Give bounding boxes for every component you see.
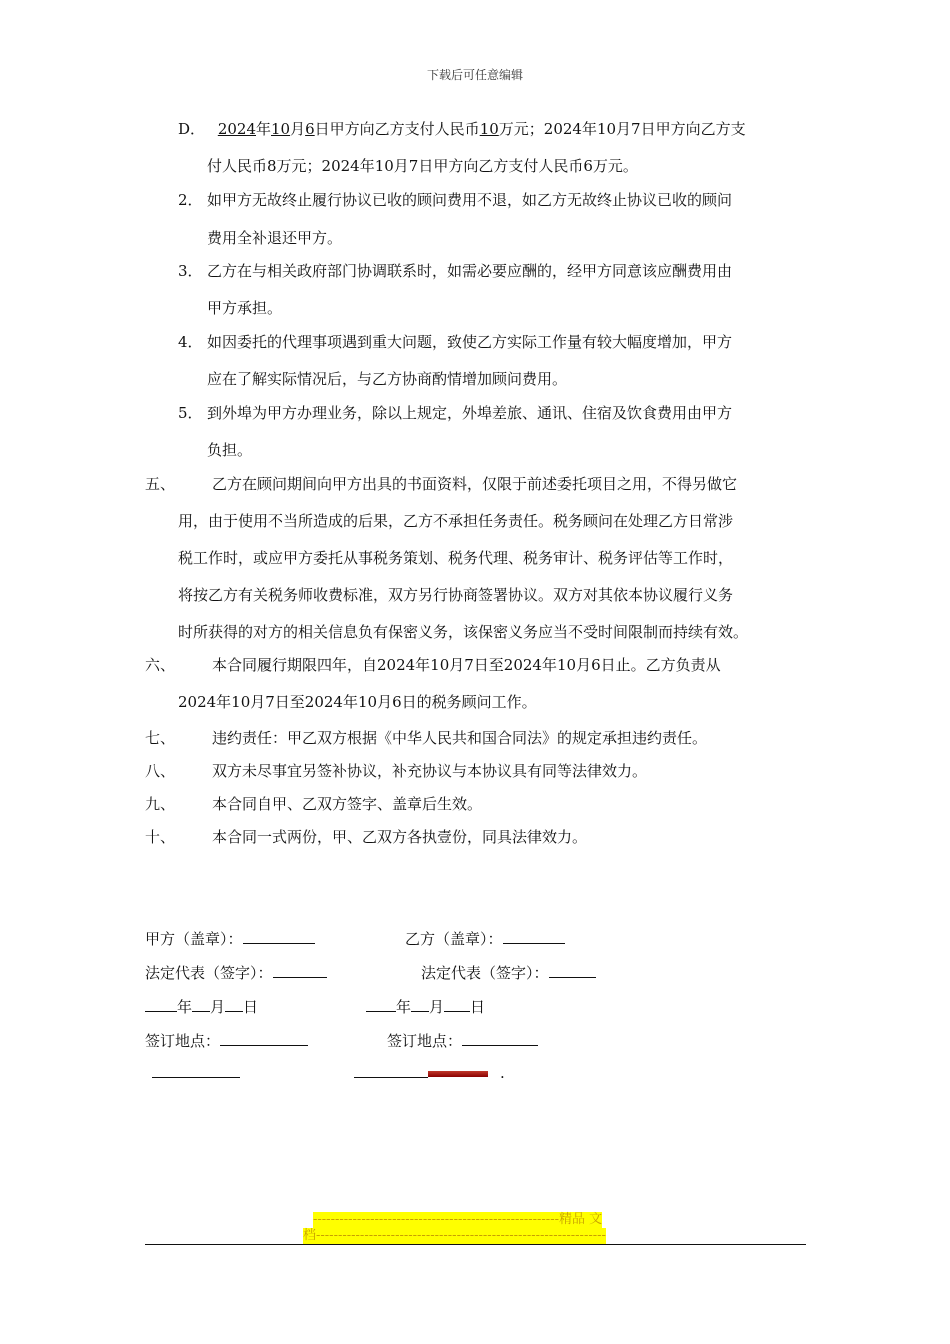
red-stamp-mark: [428, 1071, 488, 1077]
year-label: 年: [177, 998, 193, 1016]
party-b-rep: [421, 963, 596, 983]
trailing-dot: .: [500, 1064, 505, 1082]
sec7-num: 七、: [145, 729, 176, 747]
sec10-num: 十、: [145, 828, 176, 846]
item-2-line1: 如甲方无故终止履行协议已收的顾问费用不退，如乙方无故终止协议已收的顾问: [207, 191, 733, 209]
month-blank[interactable]: [411, 997, 429, 1012]
party-b-place: [387, 1031, 538, 1051]
party-a-rep-label: 法定代表（签字）：: [145, 964, 273, 982]
date-month: 10: [271, 120, 291, 138]
party-b-rep-blank[interactable]: [549, 963, 596, 978]
party-b-place-blank[interactable]: [462, 1031, 538, 1046]
sec5-num: 五、: [145, 475, 176, 493]
sec5-line2: 用，由于使用不当所造成的后果，乙方不承担任务责任。税务顾问在处理乙方日常涉: [178, 512, 734, 530]
year-blank[interactable]: [366, 997, 396, 1012]
item-5-num: 5．: [178, 404, 203, 422]
party-a-place: [145, 1031, 308, 1051]
text: 日甲方向乙方支付人民币: [314, 120, 480, 138]
sec8-text: 双方未尽事宜另签补协议，补充协议与本协议具有同等法律效力。: [212, 762, 648, 780]
month-blank[interactable]: [192, 997, 210, 1012]
date-year: 2024: [217, 120, 256, 138]
item-d-line2: 付人民币8万元；2024年10月7日甲方向乙方支付人民币6万元。: [207, 157, 638, 175]
footer-divider: [145, 1244, 806, 1245]
footer-line1: --------------------------------------------------------精品 文: [313, 1212, 603, 1227]
sec6-num: 六、: [145, 656, 176, 674]
text: 年: [256, 120, 272, 138]
party-b-rep-label: 法定代表（签字）：: [421, 964, 549, 982]
page-header: 下载后可任意编辑: [426, 68, 523, 82]
sec9-text: 本合同自甲、乙双方签字、盖章后生效。: [212, 795, 483, 813]
sec9-num: 九、: [145, 795, 176, 813]
party-b-date: [366, 997, 485, 1017]
party-a-seal-blank[interactable]: [243, 929, 315, 944]
sec5-line3: 税工作时，或应甲方委托从事税务策划、税务代理、税务审计、税务评估等工作时，: [178, 549, 734, 567]
party-b-place-label: 签订地点：: [387, 1032, 463, 1050]
text: 月: [290, 120, 306, 138]
sec8-num: 八、: [145, 762, 176, 780]
party-a-seal: [145, 929, 315, 949]
item-5-line2: 负担。: [207, 441, 253, 459]
party-a-rep-blank[interactable]: [273, 963, 327, 978]
sec5-line5: 时所获得的对方的相关信息负有保密义务，该保密义务应当不受时间限制而持续有效。: [178, 623, 749, 641]
party-a-place-label: 签订地点：: [145, 1032, 221, 1050]
day-blank[interactable]: [225, 997, 243, 1012]
day-blank[interactable]: [444, 997, 470, 1012]
month-label: 月: [210, 998, 226, 1016]
month-label: 月: [429, 998, 445, 1016]
day-label: 日: [243, 998, 259, 1016]
item-3-num: 3．: [178, 262, 203, 280]
item-5-line1: 到外埠为甲方办理业务，除以上规定，外埠差旅、通讯、住宿及饮食费用由甲方: [207, 404, 733, 422]
item-2-num: 2．: [178, 191, 203, 209]
item-4-num: 4．: [178, 333, 203, 351]
year-blank[interactable]: [145, 997, 177, 1012]
sec10-text: 本合同一式两份，甲、乙双方各执壹份，同具法律效力。: [212, 828, 588, 846]
party-a-seal-label: 甲方（盖章）：: [145, 930, 243, 948]
footer-line2: 档------------------------------------------------------------------: [303, 1228, 606, 1243]
year-label: 年: [396, 998, 412, 1016]
party-a-place-blank[interactable]: [220, 1031, 308, 1046]
party-b-place-line2[interactable]: [354, 1063, 428, 1082]
item-d-label: D．: [178, 120, 206, 138]
sec6-line1: 本合同履行期限四年，自2024年10月7日至2024年10月6日止。乙方负责从: [212, 656, 721, 674]
party-a-place-line2[interactable]: [152, 1063, 240, 1082]
item-d-line1: [178, 119, 746, 139]
sec6-line2: 2024年10月7日至2024年10月6日的税务顾问工作。: [178, 693, 537, 711]
day-label: 日: [470, 998, 486, 1016]
item-4-line1: 如因委托的代理事项遇到重大问题，致使乙方实际工作量有较大幅度增加，甲方: [207, 333, 733, 351]
party-b-seal-blank[interactable]: [503, 929, 565, 944]
party-b-seal: [405, 929, 565, 949]
party-a-rep: [145, 963, 327, 983]
date-day: 6: [305, 120, 315, 138]
party-a-date: [145, 997, 258, 1017]
sec7-text: 违约责任：甲乙双方根据《中华人民共和国合同法》的规定承担违约责任。: [212, 729, 708, 747]
sec5-line1: 乙方在顾问期间向甲方出具的书面资料，仅限于前述委托项目之用，不得另做它: [212, 475, 738, 493]
text: 万元；2024年10月7日甲方向乙方支: [498, 120, 746, 138]
item-3-line2: 甲方承担。: [207, 299, 283, 317]
item-4-line2: 应在了解实际情况后，与乙方协商酌情增加顾问费用。: [207, 370, 568, 388]
item-3-line1: 乙方在与相关政府部门协调联系时，如需必要应酬的，经甲方同意该应酬费用由: [207, 262, 733, 280]
party-b-seal-label: 乙方（盖章）：: [405, 930, 503, 948]
sec5-line4: 将按乙方有关税务师收费标准，双方另行协商签署协议。双方对其依本协议履行义务: [178, 586, 734, 604]
item-2-line2: 费用全补退还甲方。: [207, 229, 343, 247]
amount: 10: [479, 120, 499, 138]
